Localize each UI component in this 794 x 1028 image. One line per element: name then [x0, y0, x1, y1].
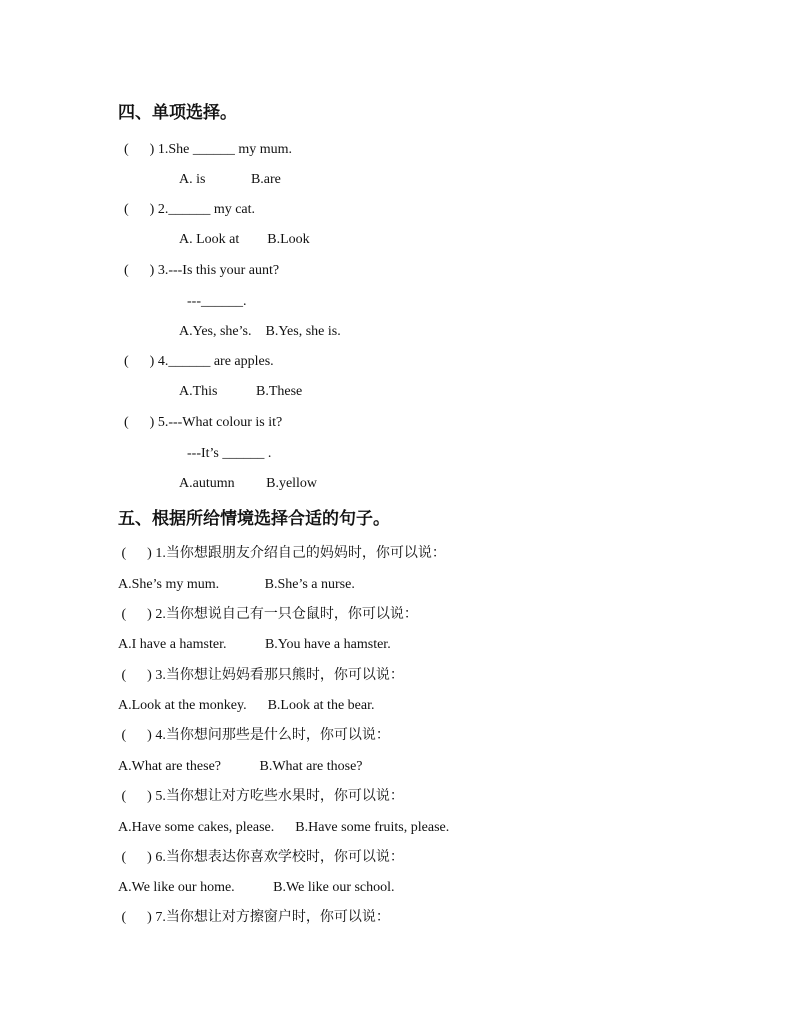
s5-q1-stem: ( ) 1.当你想跟朋友介绍自己的妈妈时，你可以说：: [118, 546, 446, 561]
section-5-heading: 五、根据所给情境选择合适的句子。: [118, 509, 390, 529]
s4-q2-stem: ( ) 2.______ my cat.: [124, 202, 256, 217]
s4-q1-options: A. is B.are: [179, 172, 281, 187]
s4-q3-options: A.Yes, she’s. B.Yes, she is.: [179, 324, 341, 339]
s4-q5-answer: ---It’s ______ .: [187, 446, 272, 461]
s4-q2-options: A. Look at B.Look: [179, 232, 310, 247]
s5-q2-options: A.I have a hamster. B.You have a hamster.: [118, 637, 391, 652]
s5-q6-stem: ( ) 6.当你想表达你喜欢学校时，你可以说：: [118, 850, 404, 865]
s5-q6-options: A.We like our home. B.We like our school.: [118, 880, 395, 895]
s5-q2-stem: ( ) 2.当你想说自己有一只仓鼠时，你可以说：: [118, 607, 418, 622]
s4-q5-options: A.autumn B.yellow: [179, 476, 318, 491]
s4-q5-stem: ( ) 5.---What colour is it?: [124, 415, 283, 430]
s4-q4-stem: ( ) 4.______ are apples.: [124, 354, 274, 369]
s5-q5-options: A.Have some cakes, please. B.Have some fruits, please.: [118, 820, 450, 835]
s4-q1-stem: ( ) 1.She ______ my mum.: [124, 142, 292, 157]
s5-q3-options: A.Look at the monkey. B.Look at the bear.: [118, 698, 375, 713]
s4-q3-stem: ( ) 3.---Is this your aunt?: [124, 263, 280, 278]
s5-q4-options: A.What are these? B.What are those?: [118, 759, 363, 774]
s4-q4-options: A.This B.These: [179, 384, 303, 399]
s5-q4-stem: ( ) 4.当你想问那些是什么时，你可以说：: [118, 728, 390, 743]
s5-q5-stem: ( ) 5.当你想让对方吃些水果时，你可以说：: [118, 789, 404, 804]
s5-q1-options: A.She’s my mum. B.She’s a nurse.: [118, 577, 355, 592]
s5-q3-stem: ( ) 3.当你想让妈妈看那只熊时，你可以说：: [118, 668, 404, 683]
section-4-heading: 四、单项选择。: [118, 103, 237, 123]
s5-q7-stem: ( ) 7.当你想让对方擦窗户时，你可以说：: [118, 910, 390, 925]
s4-q3-answer: ---______.: [187, 294, 247, 309]
